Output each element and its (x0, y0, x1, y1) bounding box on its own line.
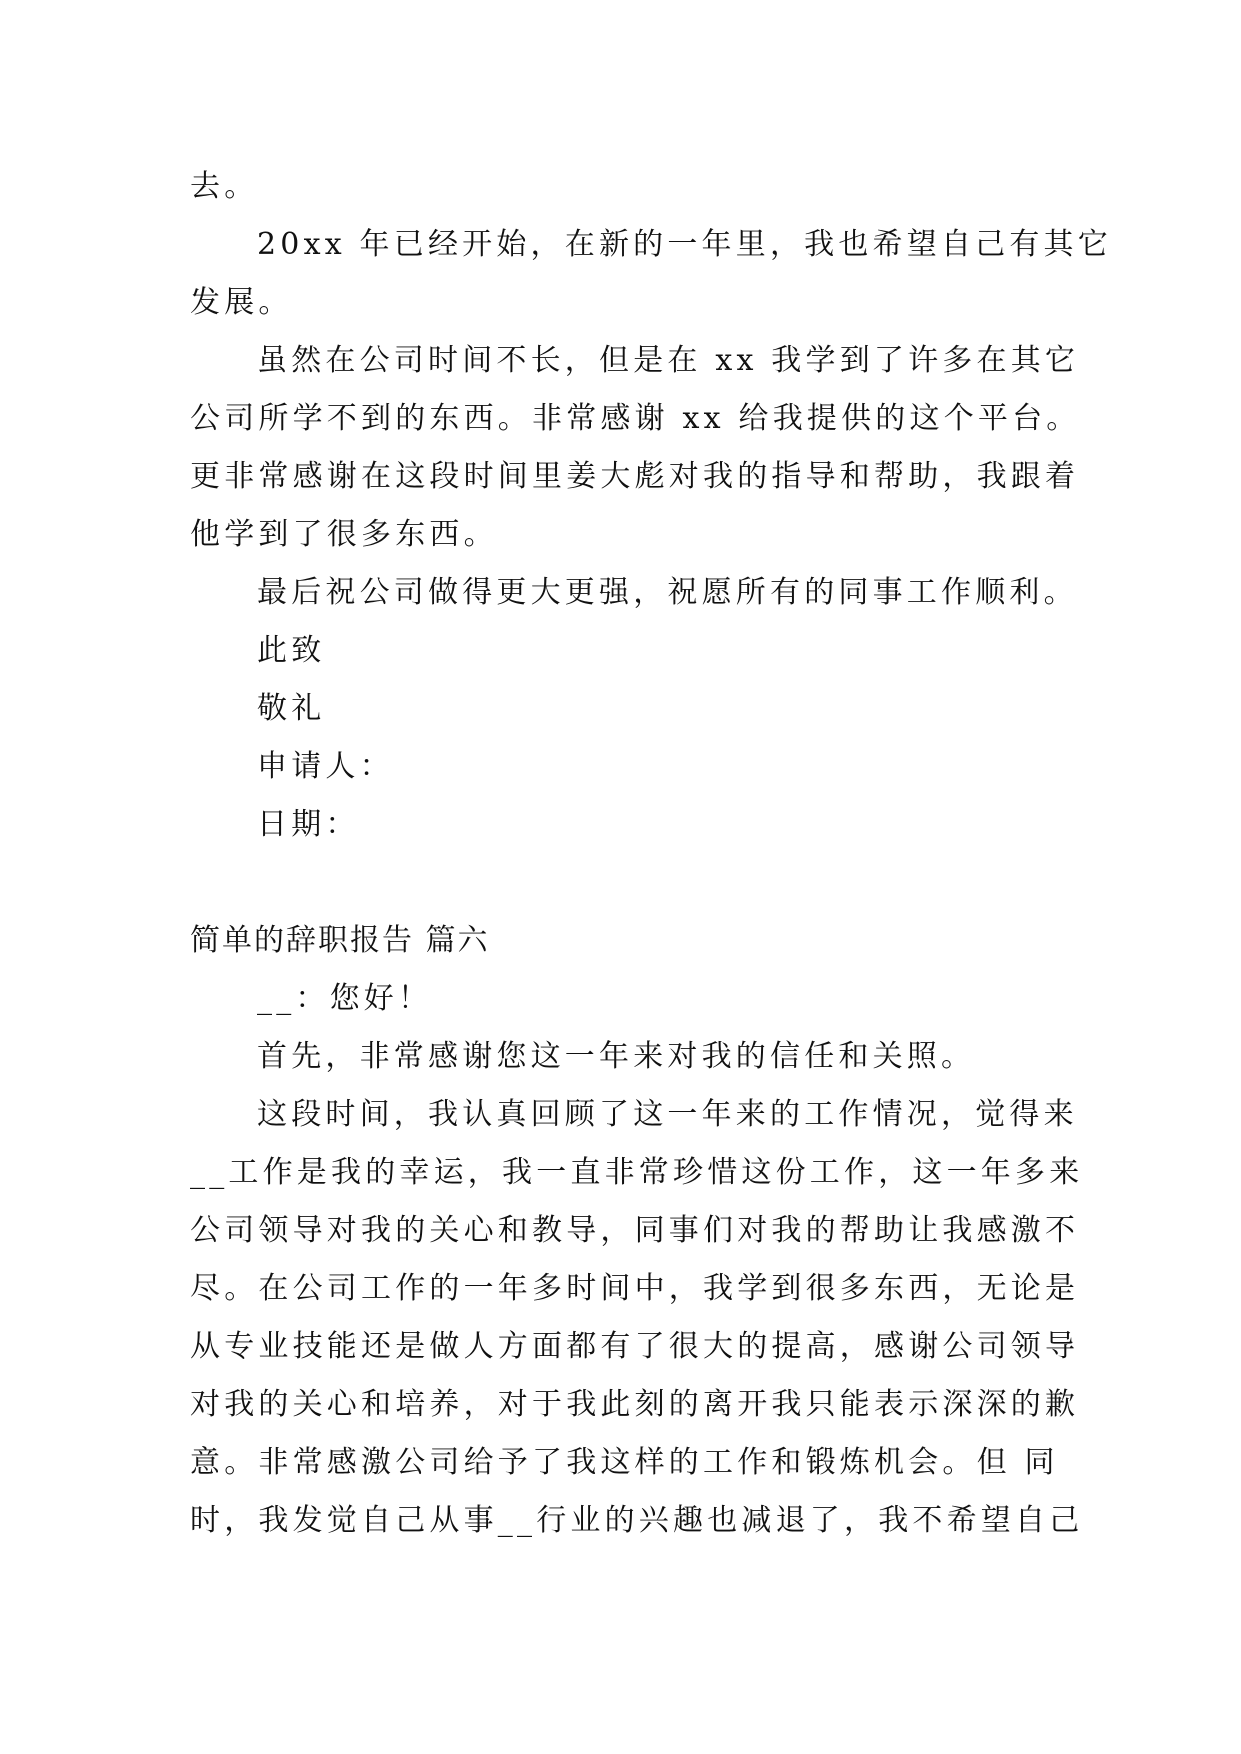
text-line: 公司领导对我的关心和教导，同事们对我的帮助让我感激不 (190, 1213, 1080, 1248)
text-line: 从专业技能还是做人方面都有了很大的提高，感谢公司领导 (190, 1329, 1080, 1364)
text-line: 时，我发觉自己从事__行业的兴趣也减退了，我不希望自己 (190, 1503, 1084, 1538)
text-line: 公司所学不到的东西。非常感谢 xx 给我提供的这个平台。 (190, 401, 1081, 436)
text-line: 尽。在公司工作的一年多时间中，我学到很多东西，无论是 (190, 1271, 1080, 1306)
text-line: 虽然在公司时间不长，但是在 xx 我学到了许多在其它 (257, 343, 1080, 378)
text-line: 20xx 年已经开始，在新的一年里，我也希望自己有其它 (257, 227, 1112, 262)
text-line: 对我的关心和培养，对于我此刻的离开我只能表示深深的歉 (190, 1387, 1080, 1422)
section-heading: 简单的辞职报告 篇六 (190, 923, 490, 958)
closing-wish: 最后祝公司做得更大更强，祝愿所有的同事工作顺利。 (257, 575, 1078, 610)
date-label: 日期： (257, 807, 360, 842)
greeting: __：您好！ (257, 981, 433, 1016)
applicant-label: 申请人： (257, 749, 394, 784)
text-line: 意。非常感激公司给予了我这样的工作和锻炼机会。但 同 (190, 1445, 1059, 1480)
text-line: 去。 (190, 169, 259, 204)
text-line: 首先，非常感谢您这一年来对我的信任和关照。 (257, 1039, 976, 1074)
salutation-cizhi: 此致 (257, 633, 326, 668)
text-line: 发展。 (190, 285, 293, 320)
text-line: 这段时间，我认真回顾了这一年来的工作情况，觉得来 (257, 1097, 1078, 1132)
text-line: 更非常感谢在这段时间里姜大彪对我的指导和帮助，我跟着 (190, 459, 1080, 494)
text-line: 他学到了很多东西。 (190, 517, 498, 552)
salutation-jingli: 敬礼 (257, 691, 326, 726)
text-line: __工作是我的幸运，我一直非常珍惜这份工作，这一年多来 (190, 1155, 1084, 1190)
